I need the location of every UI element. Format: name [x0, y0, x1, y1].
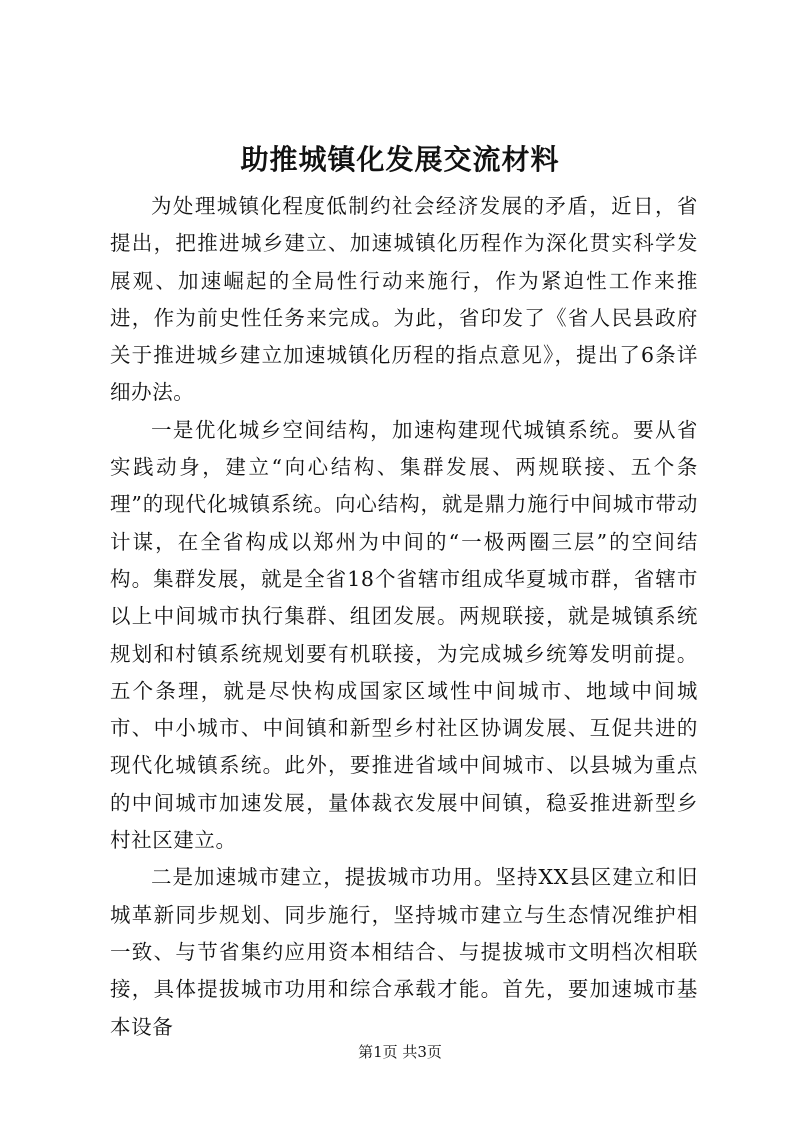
paragraph-point-one: 一是优化城乡空间结构，加速构建现代城镇系统。要从省实践动身，建立“向心结构、集群发展、两规联接、五个条理”的现代化城镇系统。向心结构，就是鼎力施行中间城市带动计谋，在全省构成以郑州为中间的“一极两圈三层”的空间结构。集群发展，就是全省18个省辖市组成华夏城市群，省辖市以上中间城市执行集群、组团发展。两规联接，就是城镇系统规划和村镇系统规划要有机联接，为完成城乡统筹发明前提。五个条理，就是尽快构成国家区域性中间城市、地域中间城市、中小城市、中间镇和新型乡村社区协调发展、互促共进的现代化城镇系统。此外，要推进省域中间城市、以县城为重点的中间城市加速发展，量体裁衣发展中间镇，稳妥推进新型乡村社区建立。: [110, 417, 698, 853]
page-number-footer: 第1页 共3页: [358, 1043, 442, 1061]
document-title: 助推城镇化发展交流材料: [240, 143, 560, 176]
paragraph-point-two: 二是加速城市建立，提拔城市功用。坚持XX县区建立和旧城革新同步规划、同步施行，坚持城市建立与生态情况维护相一致、与节省集约应用资本相结合、与提拔城市文明档次相联接，具体提拔城市功用和综合承载才能。首先，要加速城市基本设备: [110, 865, 698, 1039]
document-body: [110, 188, 698, 1046]
paragraph-intro: 为处理城镇化程度低制约社会经济发展的矛盾，近日，省提出，把推进城乡建立、加速城镇化历程作为深化贯实科学发展观、加速崛起的全局性行动来施行，作为紧迫性工作来推进，作为前史性任务来完成。为此，省印发了《省人民县政府关于推进城乡建立加速城镇化历程的指点意见》，提出了6条详细办法。: [110, 194, 698, 405]
